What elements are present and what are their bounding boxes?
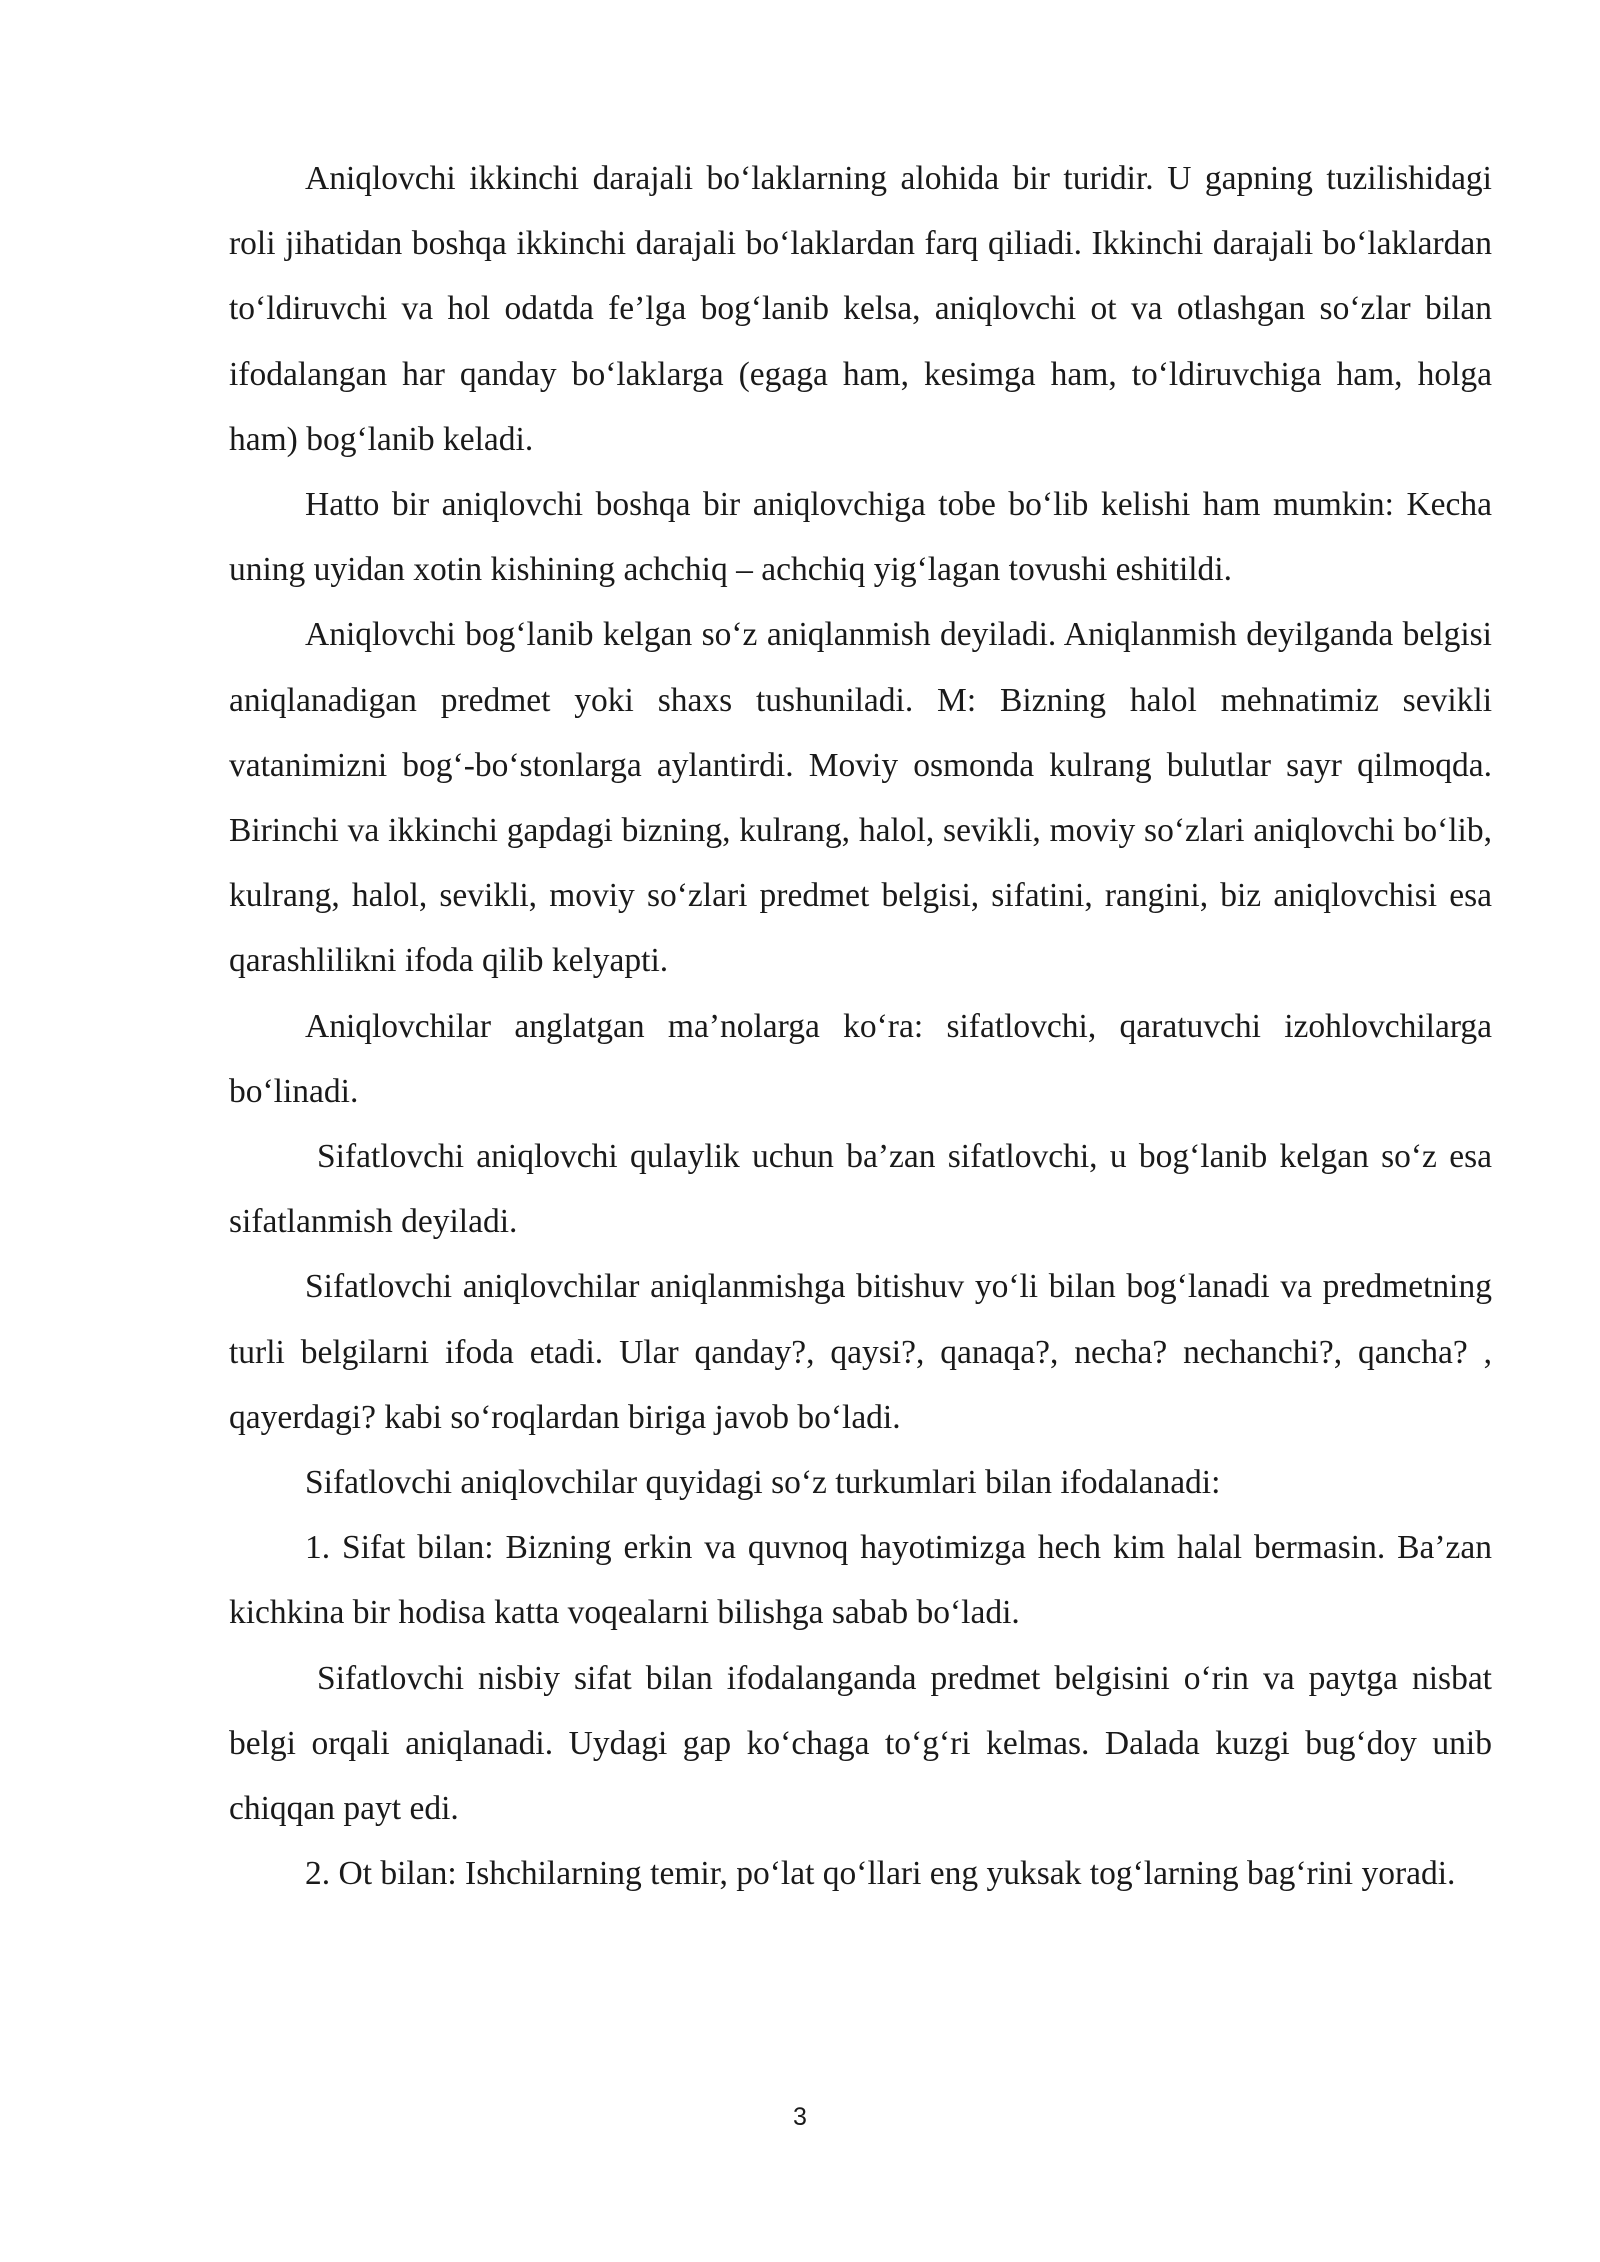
paragraph-4: Aniqlovchilar anglatgan ma’nolarga ko‘ra: sifatlovchi, qaratuvchi izohlovchilarga bo‘linadi. — [229, 1007, 1492, 1110]
paragraph-2: Hatto bir aniqlovchi boshqa bir aniqlovchiga tobe bo‘lib kelishi ham mumkin: Kecha uning uyidan xotin kishining achchiq – achchiq yig‘lagan tovushi eshitildi. — [229, 486, 1492, 589]
paragraph-7: Sifatlovchi aniqlovchilar quyidagi so‘z turkumlari bilan ifodalanadi: — [305, 1464, 1221, 1502]
paragraph-6: Sifatlovchi aniqlovchilar aniqlanmishga bitishuv yo‘li bilan bog‘lanadi va predmetning turli belgilarni ifoda etadi. Ular qanday?, qaysi?, qanaqa?, necha? nechanchi?, qancha? , qayerdagi? kabi so‘roqlardan biriga javob bo‘ladi. — [229, 1268, 1492, 1436]
page-number: 3 — [793, 2103, 807, 2131]
paragraph-8: 1. Sifat bilan: Bizning erkin va quvnoq hayotimizga hech kim halal bermasin. Ba’zan kichkina bir hodisa katta voqealarni bilishga sabab bo‘ladi. — [229, 1529, 1492, 1632]
paragraph-5: Sifatlovchi aniqlovchi qulaylik uchun ba’zan sifatlovchi, u bog‘lanib kelgan so‘z esa sifatlanmish deyiladi. — [229, 1138, 1492, 1241]
paragraph-9: Sifatlovchi nisbiy sifat bilan ifodalanganda predmet belgisini o‘rin va paytga nisbat belgi orqali aniqlanadi. Uydagi gap ko‘chaga to‘g‘ri kelmas. Dalada kuzgi bug‘doy unib chiqqan payt edi. — [229, 1659, 1492, 1828]
document-body — [229, 146, 1492, 1906]
paragraph-1: Aniqlovchi ikkinchi darajali bo‘laklarning alohida bir turidir. U gapning tuzilishidagi roli jihatidan boshqa ikkinchi darajali bo‘laklardan farq qiliadi. Ikkinchi darajali bo‘laklardan to‘ldiruvchi va hol odatda fe’lga bog‘lanib kelsa, aniqlovchi ot va otlashgan so‘zlar bilan ifodalangan har qanday bo‘laklarga (egaga ham, kesimga ham, to‘ldiruvchiga ham, holga ham) bog‘lanib keladi. — [229, 160, 1492, 458]
paragraph-10: 2. Ot bilan: Ishchilarning temir, po‘lat qo‘llari eng yuksak tog‘larning bag‘rini yoradi. — [305, 1855, 1456, 1893]
paragraph-3: Aniqlovchi bog‘lanib kelgan so‘z aniqlanmish deyiladi. Aniqlanmish deyilganda belgisi aniqlanadigan predmet yoki shaxs tushuniladi. M: Bizning halol mehnatimiz sevikli vatanimizni bog‘-bo‘stonlarga aylantirdi. Moviy osmonda kulrang bulutlar sayr qilmoqda. Birinchi va ikkinchi gapdagi bizning, kulrang, halol, sevikli, moviy so‘zlari aniqlovchi bo‘lib, kulrang, halol, sevikli, moviy so‘zlari predmet belgisi, sifatini, rangini, biz aniqlovchisi esa qarashlilikni ifoda qilib kelyapti. — [229, 616, 1492, 980]
